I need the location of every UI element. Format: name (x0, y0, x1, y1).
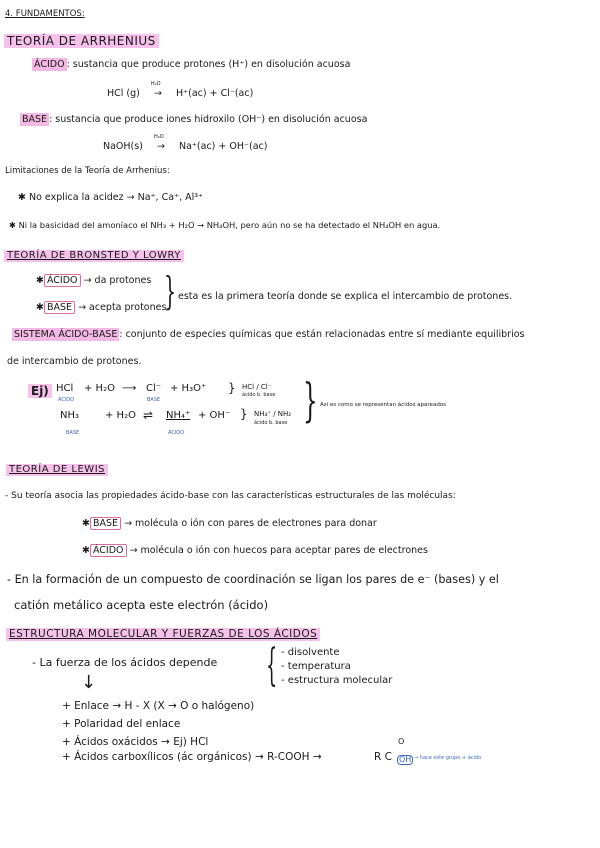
arrhenius-base-eq (103, 134, 268, 152)
eq1-pair-tag: ácido b. base (242, 392, 276, 398)
eq2-rest: + OH⁻ (198, 410, 231, 421)
arrhenius-acid-eq (107, 81, 254, 99)
bronsted-brace: } (164, 269, 177, 313)
eq1-small-brace: } (228, 381, 236, 395)
item-carboxilicos: + Ácidos carboxílicos (ác orgánicos) → R-COOH → (62, 751, 322, 763)
lewis-acid-label: ÁCIDO (90, 544, 127, 557)
carboxyl-oh: OH (399, 755, 412, 764)
acid-eq-left: HCl (g) (107, 88, 140, 99)
base-eq-condition: H₂O (153, 134, 164, 140)
lewis-intro: - Su teoría asocia las propiedades ácido-base con las características estructurales de las moléculas: (5, 491, 456, 501)
coordination-line-1: - En la formación de un compuesto de coordinación se ligan los pares de e⁻ (bases) y el (7, 573, 499, 586)
lewis-acid-line: ✱ ÁCIDO → molécula o ión con huecos para aceptar pares de electrones (82, 545, 428, 556)
acid-label: ÁCIDO (34, 59, 65, 70)
eq1-acid-tag: ÁCIDO (58, 397, 75, 403)
factor-disolvente: - disolvente (281, 647, 340, 658)
eq1-rest: + H₃O⁺ (170, 383, 207, 394)
factors-brace: { (266, 640, 278, 691)
factor-temperatura: - temperatura (281, 661, 351, 672)
acid-eq-condition: H₂O (150, 81, 161, 87)
acid-eq-right: H⁺(ac) + Cl⁻(ac) (175, 88, 254, 99)
arrhenius-base-line (20, 115, 367, 125)
lewis-title: TEORÍA DE LEWIS (6, 464, 108, 476)
system-definition: : conjunto de especies químicas que están relacionadas entre sí mediante equilibrios (119, 329, 525, 340)
base-eq-left: NaOH(s) (103, 141, 143, 152)
eq2-base-tag: BASE (66, 430, 80, 436)
eq1-plus-water: + H₂O (84, 383, 115, 394)
eq2-small-brace: } (240, 407, 248, 421)
base-eq-right: Na⁺(ac) + OH⁻(ac) (178, 141, 268, 152)
eq2-plus-water: + H₂O (105, 410, 136, 421)
eq2-base: NH₃ (60, 410, 80, 421)
down-arrow: ↓ (81, 672, 97, 693)
lewis-base-line: ✱ BASE → molécula o ión con pares de electrones para donar (82, 518, 377, 529)
eq1-base-tag: BASE (147, 397, 161, 403)
bronsted-brace-note: esta es la primera teoría donde se explica el intercambio de protones. (178, 291, 513, 302)
carboxyl-o: O (398, 737, 405, 746)
eq2-pair-tag: ácido b. base (254, 420, 288, 426)
bronsted-acid-label: ÁCIDO (44, 274, 81, 287)
eq2-acid-tag: ÁCIDO (168, 430, 185, 436)
system-definition-2: de intercambio de protones. (7, 356, 142, 367)
bronsted-base-def: → acepta protones (78, 302, 167, 313)
lewis-acid-def: → molécula o ión con huecos para aceptar pares de electrones (129, 545, 428, 556)
limit-2: ✱ Ni la basicidad del amoníaco el NH₃ + H₂O → NH₄OH, pero aún no se ha detectado el NH₄OH en agua. (9, 220, 441, 230)
eq1-acid: HCl (56, 383, 74, 394)
system-label: SISTEMA ÁCIDO-BASE (14, 329, 118, 340)
bronsted-acid-def: → da protones (83, 275, 152, 286)
base-label: BASE (22, 114, 48, 125)
pairs-brace: } (303, 373, 318, 427)
main-heading: 4. FUNDAMENTOS: (5, 9, 85, 19)
acid-eq-arrow: H₂O → (150, 81, 162, 99)
bronsted-title: TEORÍA DE BRONSTED Y LOWRY (4, 250, 184, 262)
item-enlace: + Enlace → H - X (X → O o halógeno) (62, 700, 255, 712)
bronsted-base-label: BASE (44, 301, 75, 314)
coordination-line-2: catión metálico acepta este electrón (ácido) (14, 598, 269, 612)
limit-1: ✱ No explica la acidez → Na⁺, Ca⁺, Al³⁺ (18, 192, 204, 203)
eq2-equilibrium-arrow: ⇌ (143, 408, 154, 422)
eq1-arrow: ⟶ (122, 383, 137, 394)
base-definition: : sustancia que produce iones hidroxilo (OH⁻) en disolución acuosa (49, 114, 368, 125)
factor-estructura: - estructura molecular (281, 675, 393, 686)
carboxyl-r-c: R C (374, 751, 392, 763)
strength-depends: - La fuerza de los ácidos depende (32, 656, 218, 669)
carboxyl-note: → hace este grupo + ácido (414, 755, 482, 761)
item-polaridad: + Polaridad del enlace (62, 718, 181, 730)
acid-definition: : sustancia que produce protones (H⁺) en disolución acuosa (66, 59, 351, 70)
lewis-base-label: BASE (90, 517, 121, 530)
eq2-acid: NH₄⁺ (166, 410, 191, 421)
pairs-note: Así es como se representan ácidos apareados (320, 402, 447, 408)
system-line (12, 330, 524, 340)
item-oxacidos: + Ácidos oxácidos → Ej) HCl (62, 736, 209, 748)
eq2-pair: NH₄⁺ / NH₂ (254, 410, 292, 418)
bronsted-acid-line: ✱ ÁCIDO → da protones (36, 275, 152, 286)
base-eq-arrow: H₂O → (153, 134, 165, 152)
eq1-base: Cl⁻ (146, 383, 162, 394)
limits-title: Limitaciones de la Teoría de Arrhenius: (5, 166, 170, 176)
lewis-base-def: → molécula o ión con pares de electrones para donar (124, 518, 377, 529)
estructura-title: ESTRUCTURA MOLECULAR Y FUERZAS DE LOS ÁCIDOS (6, 628, 320, 641)
arrhenius-acid-line (32, 60, 350, 70)
bronsted-base-line: ✱ BASE → acepta protones (36, 302, 167, 313)
example-label: Ej) (28, 384, 52, 398)
eq1-pair: HCl / Cl⁻ (242, 383, 272, 391)
arrhenius-title: TEORÍA DE ARRHENIUS (4, 34, 159, 48)
